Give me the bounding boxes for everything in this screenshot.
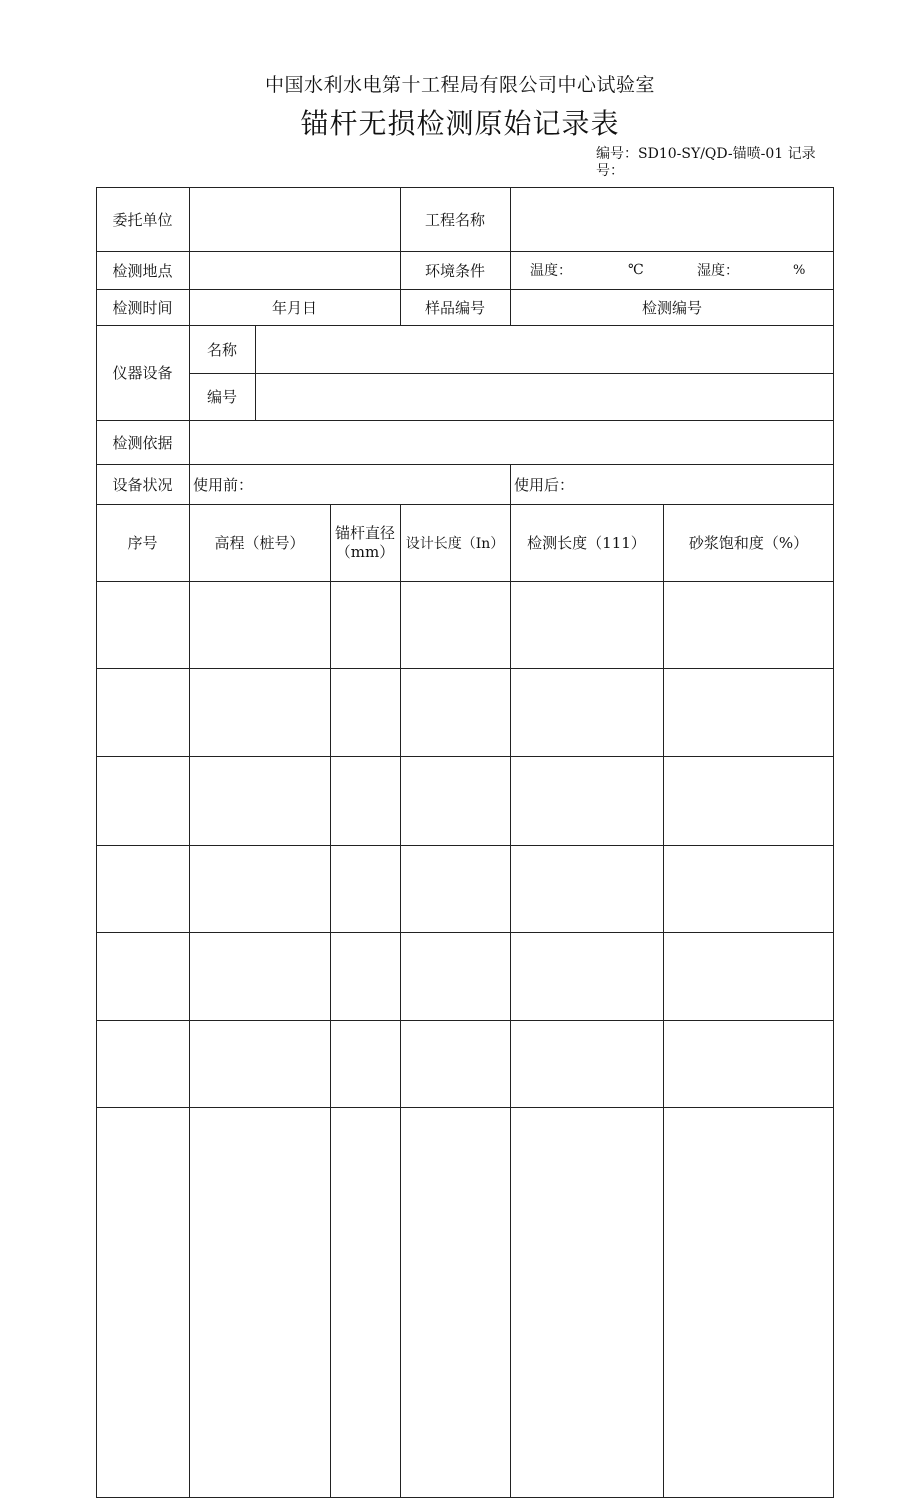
record-form: [96, 187, 835, 1498]
status-after-field[interactable]: 使用后：: [514, 475, 575, 494]
environment-label: 环境条件: [424, 261, 485, 280]
col-header-elevation: 高程（桩号）: [214, 534, 305, 552]
document-code: 编号：SD10-SY/QD-锚喷-01 记录号：: [596, 146, 816, 179]
test-time-label: 检测时间: [112, 298, 173, 317]
equipment-label: 仪器设备: [112, 364, 173, 382]
equipment-status-label: 设备状况: [112, 475, 173, 494]
temperature-unit: ℃: [628, 262, 644, 278]
equipment-name-field[interactable]: [255, 325, 834, 373]
location-label: 检测地点: [112, 261, 173, 280]
organization-name: 中国水利水电第十工程局有限公司中心试验室: [264, 74, 655, 96]
test-basis-label: 检测依据: [112, 433, 173, 452]
location-value-field[interactable]: [189, 251, 400, 289]
humidity-label: 湿度：: [697, 263, 739, 279]
document-title: 锚杆无损检测原始记录表: [300, 107, 620, 140]
equipment-number-label: 编号: [206, 388, 237, 406]
humidity-unit: %: [793, 262, 806, 278]
test-date-field[interactable]: 年月日: [271, 298, 317, 317]
col-header-seq: 序号: [127, 534, 158, 552]
col-header-measured-length: 检测长度（111）: [527, 534, 646, 552]
project-label: 工程名称: [424, 210, 485, 229]
col-header-design-length: 设计长度（In）: [405, 535, 505, 552]
client-label: 委托单位: [112, 210, 173, 229]
project-value-field[interactable]: [510, 187, 834, 251]
status-before-field[interactable]: 使用前：: [193, 475, 254, 494]
test-no-label: 检测编号: [641, 298, 702, 317]
equipment-number-field[interactable]: [255, 373, 834, 420]
sample-no-label: 样品编号: [424, 298, 485, 317]
equipment-name-label: 名称: [206, 340, 237, 359]
temperature-label: 温度：: [530, 263, 572, 279]
col-header-diameter: 锚杆直径（mm）: [334, 523, 395, 561]
client-value-field[interactable]: [189, 187, 400, 251]
test-basis-field[interactable]: [189, 420, 834, 464]
col-header-saturation: 砂浆饱和度（%）: [688, 534, 809, 552]
